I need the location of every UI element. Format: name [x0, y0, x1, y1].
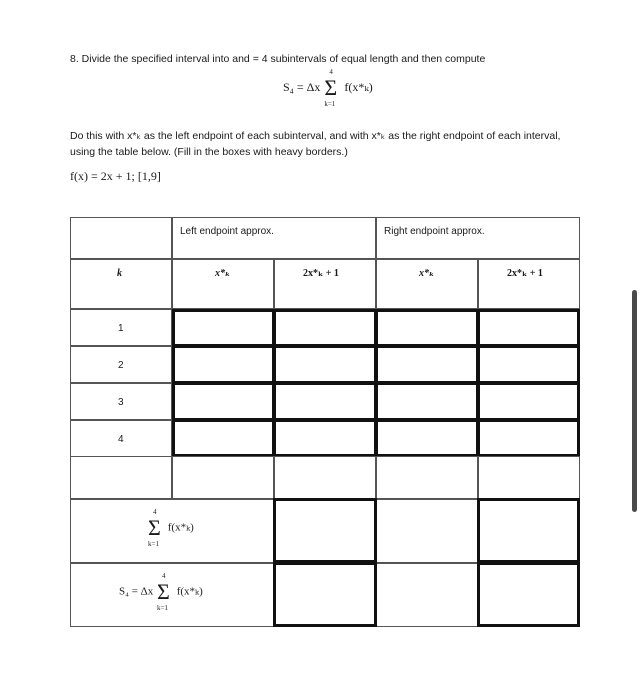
s4-row-label — [119, 572, 203, 612]
spacer-cell — [274, 456, 376, 499]
fx-left-label: 2x*ₖ + 1 — [303, 268, 339, 279]
sigma-lower: k=1 — [148, 540, 159, 548]
right-group-label: Right endpoint approx. — [384, 226, 485, 237]
fx-right-header — [478, 259, 580, 309]
xk-left-input[interactable] — [172, 419, 275, 457]
fx-left-input[interactable] — [273, 419, 377, 457]
k-value: 1 — [118, 323, 124, 334]
k-header-label: k — [117, 268, 122, 279]
k-value: 3 — [118, 397, 124, 408]
k-value: 4 — [118, 434, 124, 445]
s4-left-input[interactable] — [273, 562, 377, 627]
problem-statement: 8. Divide the specified interval into and = 4 subintervals of equal length and then compute — [70, 53, 486, 65]
left-group-label: Left endpoint approx. — [180, 226, 274, 237]
table-row — [70, 420, 172, 457]
xk-right-label: x*ₖ — [419, 268, 435, 279]
scrollbar[interactable] — [632, 290, 637, 512]
xk-left-input[interactable] — [172, 345, 275, 384]
spacer-cell — [70, 456, 172, 499]
spacer-cell — [376, 456, 478, 499]
blank-cell — [376, 499, 478, 563]
formula-summand: f(x*ₖ) — [344, 79, 373, 94]
k-value: 2 — [118, 360, 124, 371]
fx-right-input[interactable] — [477, 345, 580, 384]
s4-lhs: S₄ = Δx — [119, 585, 154, 598]
fx-right-input[interactable] — [477, 382, 580, 421]
sum-row-summand: f(x*ₖ) — [167, 521, 194, 534]
xk-left-input[interactable] — [172, 382, 275, 421]
fx-left-header — [274, 259, 376, 309]
xk-left-input[interactable] — [172, 309, 275, 347]
right-group-header — [376, 217, 580, 259]
table-row — [70, 383, 172, 420]
sum-row-label — [147, 508, 194, 548]
blank-cell — [376, 563, 478, 627]
sigma-lower: k=1 — [156, 604, 168, 612]
sigma-upper: 4 — [329, 68, 333, 76]
sum-row-label-cell — [70, 499, 274, 563]
instructions: Do this with x*ₖ as the left endpoint of each subinterval, and with x*ₖ as the right endpoint of each interval, using the table below. (Fill in the boxes with heavy borders.) — [70, 130, 561, 158]
fx-left-input[interactable] — [273, 345, 377, 384]
spacer-cell — [172, 456, 274, 499]
s4-right-input[interactable] — [477, 562, 580, 627]
fx-right-input[interactable] — [477, 309, 580, 347]
fx-right-label: 2x*ₖ + 1 — [507, 268, 543, 279]
fx-left-input[interactable] — [273, 309, 377, 347]
fx-left-input[interactable] — [273, 382, 377, 421]
sum-formula — [283, 68, 373, 108]
xk-left-label: x*ₖ — [215, 268, 231, 279]
sum-right-input[interactable] — [477, 498, 580, 563]
table-row — [70, 309, 172, 346]
xk-right-input[interactable] — [375, 309, 479, 347]
sigma-lower: k=1 — [324, 100, 336, 108]
spacer-cell — [478, 456, 580, 499]
formula-lhs: S₄ = Δx — [283, 79, 321, 94]
sigma-upper: 4 — [153, 508, 157, 516]
xk-left-header — [172, 259, 274, 309]
s4-row-label-cell — [70, 563, 274, 627]
fx-right-input[interactable] — [477, 419, 580, 457]
s4-summand: f(x*ₖ) — [176, 585, 203, 598]
sigma-upper: 4 — [161, 572, 166, 580]
xk-right-input[interactable] — [375, 345, 479, 384]
sigma-symbol: Σ 4 k=1 — [148, 508, 161, 548]
xk-right-header — [376, 259, 478, 309]
table-row — [70, 346, 172, 383]
sigma-symbol: Σ 4 k=1 — [156, 572, 170, 612]
function-label: f(x) = 2x + 1; [1,9] — [70, 169, 161, 183]
xk-right-input[interactable] — [375, 419, 479, 457]
xk-right-input[interactable] — [375, 382, 479, 421]
header-empty-cell — [70, 217, 172, 259]
left-group-header — [172, 217, 376, 259]
k-column-header — [70, 259, 172, 309]
sum-left-input[interactable] — [273, 498, 377, 563]
sigma-symbol: Σ 4 k=1 — [324, 68, 338, 108]
